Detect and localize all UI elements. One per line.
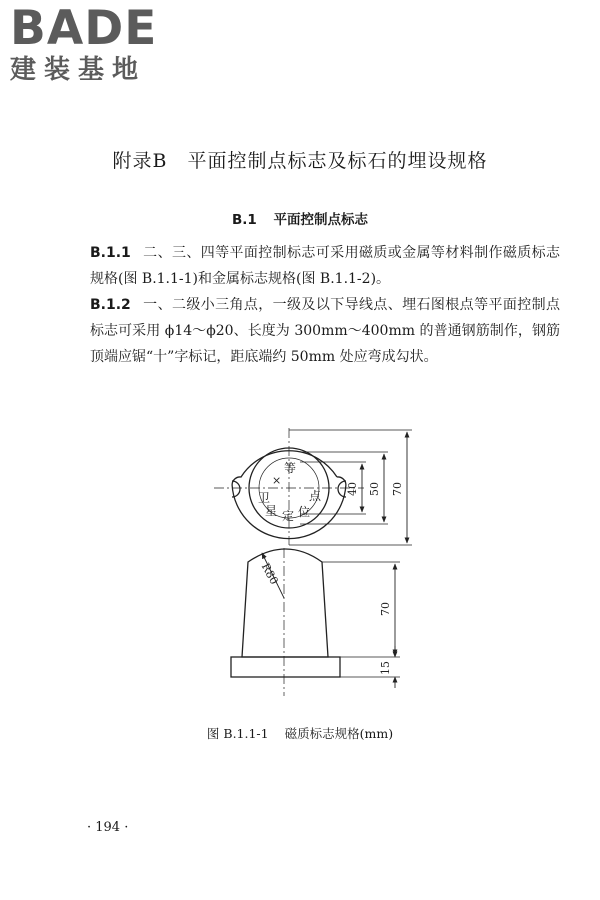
disc-char-bottom-right: 位 [298,505,311,519]
logo-subtitle: 建装基地 [10,55,147,85]
clause-number: B.1.1 [90,245,131,261]
section-title: 平面控制点标志 [273,212,368,228]
dim-label-40: 40 [346,482,359,496]
disc-x-mark: × [272,474,282,487]
marker-body [242,549,328,657]
section-number: B.1 [231,212,257,228]
appendix-title: 附录B 平面控制点标志及标石的埋设规格 [112,150,488,172]
dim-label-50: 50 [368,482,381,496]
page-number: · 194 · [87,820,129,835]
dim-label-70-body: 70 [379,602,392,616]
disc-char-bottom-left: 星 [265,504,278,518]
disc-char-bottom-mid: 定 [282,509,295,523]
caption-number: 图 B.1.1-1 [206,726,269,741]
clause-number: B.1.2 [90,297,131,313]
disc-char-left: 卫 [258,491,271,505]
radius-label: R80 [258,560,281,587]
disc-char-top: 等 [284,461,297,475]
clause-text: 二、三、四等平面控制标志可采用磁质或金属等材料制作磁质标志规格(图 B.1.1-1)和金属标志规格(图 B.1.1-2)。 [90,245,560,287]
disc-char-right: 点 [309,489,322,503]
figure-caption [0,724,600,742]
clause-text: 一、二级小三角点，一级及以下导线点、埋石图根点等平面控制点标志可采用 ϕ14～ϕ20、长度为 300mm～400mm 的普通钢筋制作，钢筋顶端应锯“十”字标记，距底端约 50mm 处应弯成勾状。 [90,297,560,365]
dim-label-70-top: 70 [391,482,404,496]
marker-base [231,657,340,677]
dim-label-15: 15 [379,661,392,675]
caption-text: 磁质标志规格(mm) [284,726,394,741]
logo-brand: BADE [10,1,158,56]
